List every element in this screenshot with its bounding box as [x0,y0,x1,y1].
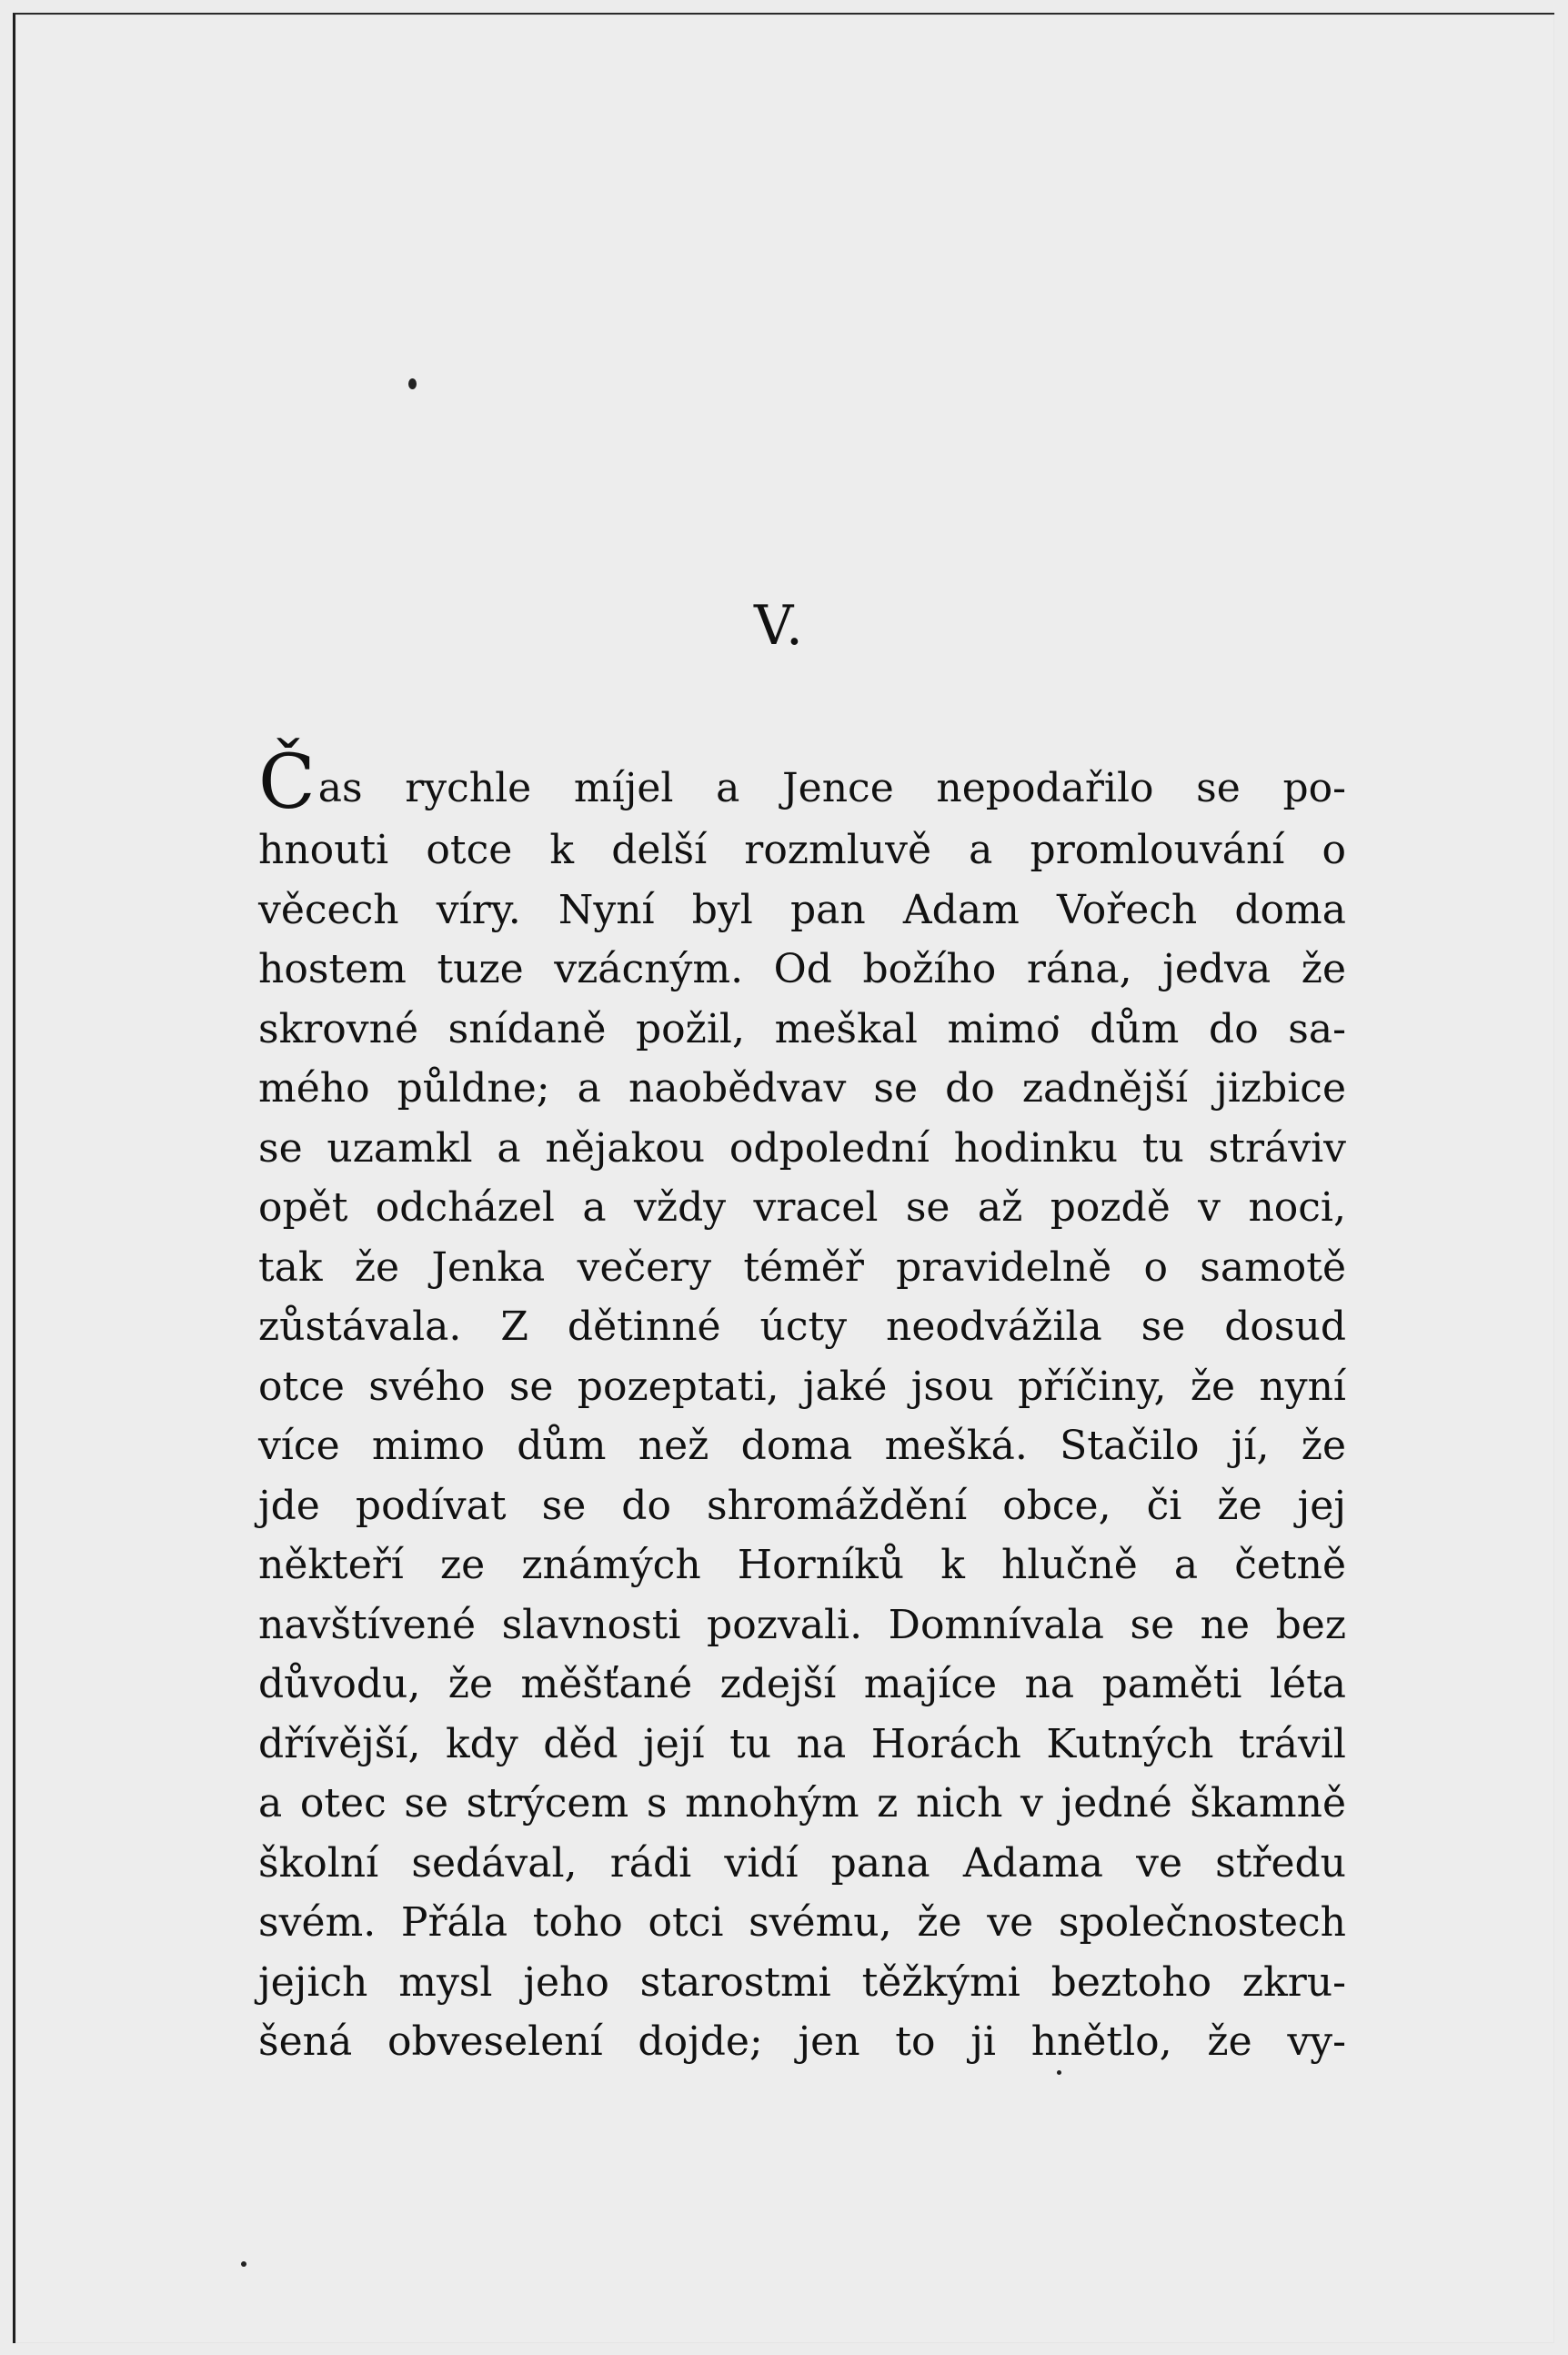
text-line-21: jejich mysl jeho starostmi těžkými beztoho zkru- [258,1958,1346,2006]
text-line-12: více mimo dům než doma mešká. Stačilo jí, že [258,1423,1346,1469]
chapter-heading: V. [754,594,805,658]
book-page [13,13,1554,2343]
ink-speck [241,2261,246,2267]
drop-cap: Č [258,740,316,826]
text-line-14: někteří ze známých Horníků k hlučně a četně [258,1542,1346,1588]
text-line-4: hostem tuze vzácným. Od božího rána, jedva že [258,946,1346,992]
text-line-13: jde podívat se do shromáždění obce, či že jej [258,1482,1346,1529]
text-line-20: svém. Přála toho otci svému, že ve společnostech [258,1899,1346,1946]
text-line-18: a otec se strýcem s mnohým z nich v jedné škamně [258,1780,1346,1827]
text-line-19: školní sedával, rádi vidí pana Adama ve středu [258,1839,1346,1887]
text-line-2: hnouti otce k delší rozmluvě a promlouvání o [258,827,1346,873]
text-line-1: Čas rychle míjel a Jence nepodařilo se po- [258,740,1346,826]
text-line-22: šená obveselení dojde; jen to ji hnětlo, že vy- [258,2018,1346,2065]
text-line-11: otce svého se pozeptati, jaké jsou příčiny, že nyní [258,1363,1346,1410]
text-line-8: opět odcházel a vždy vracel se až pozdě v noci, [258,1184,1346,1231]
body-text [258,740,1346,2072]
text-line-3: věcech víry. Nyní byl pan Adam Vořech doma [258,886,1346,933]
text-line-9: tak že Jenka večery téměř pravidelně o samotě [258,1243,1346,1291]
text-line-17: dřívější, kdy děd její tu na Horách Kutných trávil [258,1720,1346,1767]
text-line-5: skrovné snídaně požil, meškal mimo dům do sa- [258,1005,1346,1052]
text-line-7: se uzamkl a nějakou odpolední hodinku tu stráviv [258,1124,1346,1172]
text-line-10: zůstávala. Z dětinné úcty neodvážila se dosud [258,1303,1346,1350]
text-line-15: navštívené slavnosti pozvali. Domnívala se ne bez [258,1601,1346,1648]
ink-speck [408,378,417,389]
text-line-6: mého půldne; a naobědvav se do zadnější jizbice [258,1065,1346,1112]
text-line-16: důvodu, že měšťané zdejší majíce na paměti léta [258,1661,1346,1707]
